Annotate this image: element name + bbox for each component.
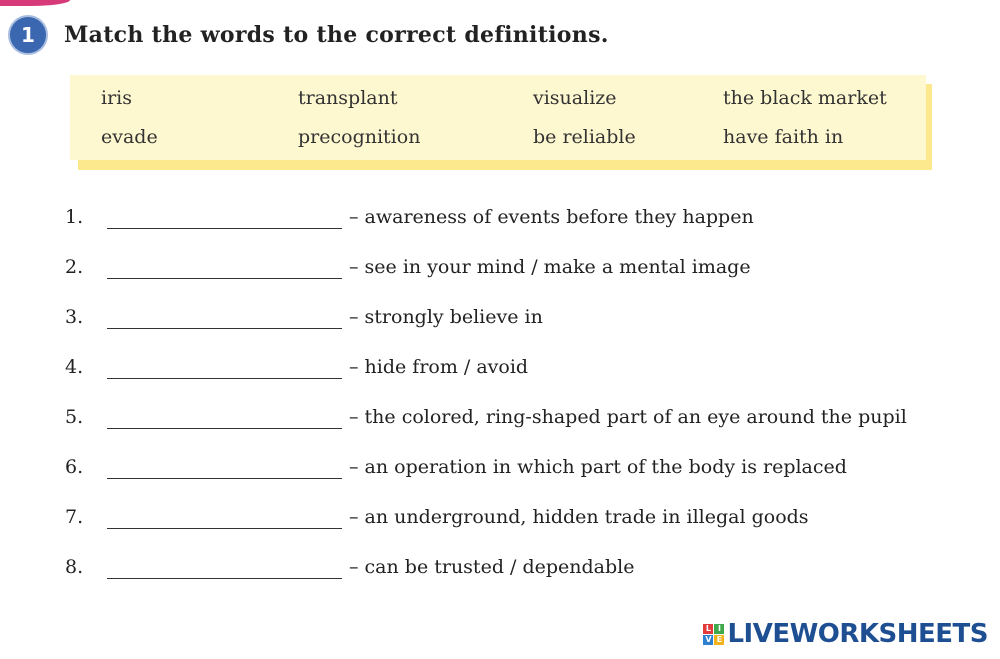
- item-number: 4.: [65, 356, 84, 378]
- item-definition: – the colored, ring-shaped part of an eye around the pupil: [349, 406, 907, 428]
- item-definition: – see in your mind / make a mental image: [349, 256, 751, 278]
- item-number: 5.: [65, 406, 84, 428]
- item-definition: – an operation in which part of the body is replaced: [349, 456, 847, 478]
- word-bank-item[interactable]: precognition: [298, 126, 421, 148]
- word-bank-item[interactable]: the black market: [723, 87, 887, 109]
- item-definition: – an underground, hidden trade in illegal goods: [349, 506, 809, 528]
- exercise-instruction: Match the words to the correct definitions.: [64, 22, 609, 48]
- liveworksheets-logo-text: LIVEWORKSHEETS: [727, 619, 988, 649]
- exercise-header: [8, 15, 609, 55]
- exercise-number-badge: 1: [8, 15, 48, 55]
- word-bank-item[interactable]: visualize: [533, 87, 617, 109]
- word-bank-item[interactable]: evade: [101, 126, 158, 148]
- item-definition: – strongly believe in: [349, 306, 543, 328]
- logo-cell: L: [703, 624, 713, 634]
- word-bank-item[interactable]: transplant: [298, 87, 398, 109]
- answer-input-2[interactable]: [107, 258, 342, 279]
- answer-input-6[interactable]: [107, 458, 342, 479]
- item-number: 6.: [65, 456, 84, 478]
- logo-cell: E: [714, 635, 724, 645]
- answer-input-7[interactable]: [107, 508, 342, 529]
- word-bank: [70, 75, 926, 160]
- item-definition: – hide from / avoid: [349, 356, 529, 378]
- word-bank-item[interactable]: iris: [101, 87, 132, 109]
- item-number: 8.: [65, 556, 84, 578]
- logo-cell: I: [714, 624, 724, 634]
- item-number: 3.: [65, 306, 84, 328]
- word-bank-item[interactable]: have faith in: [723, 126, 844, 148]
- answer-input-8[interactable]: [107, 558, 342, 579]
- logo-cell: V: [705, 635, 712, 644]
- item-number: 7.: [65, 506, 84, 528]
- item-number: 1.: [65, 206, 84, 228]
- answer-input-5[interactable]: [107, 408, 342, 429]
- answer-input-1[interactable]: [107, 208, 342, 229]
- item-number: 2.: [65, 256, 84, 278]
- item-definition: – awareness of events before they happen: [349, 206, 754, 228]
- answer-input-4[interactable]: [107, 358, 342, 379]
- answer-input-3[interactable]: [107, 308, 342, 329]
- word-bank-item[interactable]: be reliable: [533, 126, 636, 148]
- corner-accent: [0, 0, 70, 6]
- liveworksheets-watermark: [703, 619, 988, 649]
- item-definition: – can be trusted / dependable: [349, 556, 635, 578]
- liveworksheets-logo-icon: [703, 624, 724, 645]
